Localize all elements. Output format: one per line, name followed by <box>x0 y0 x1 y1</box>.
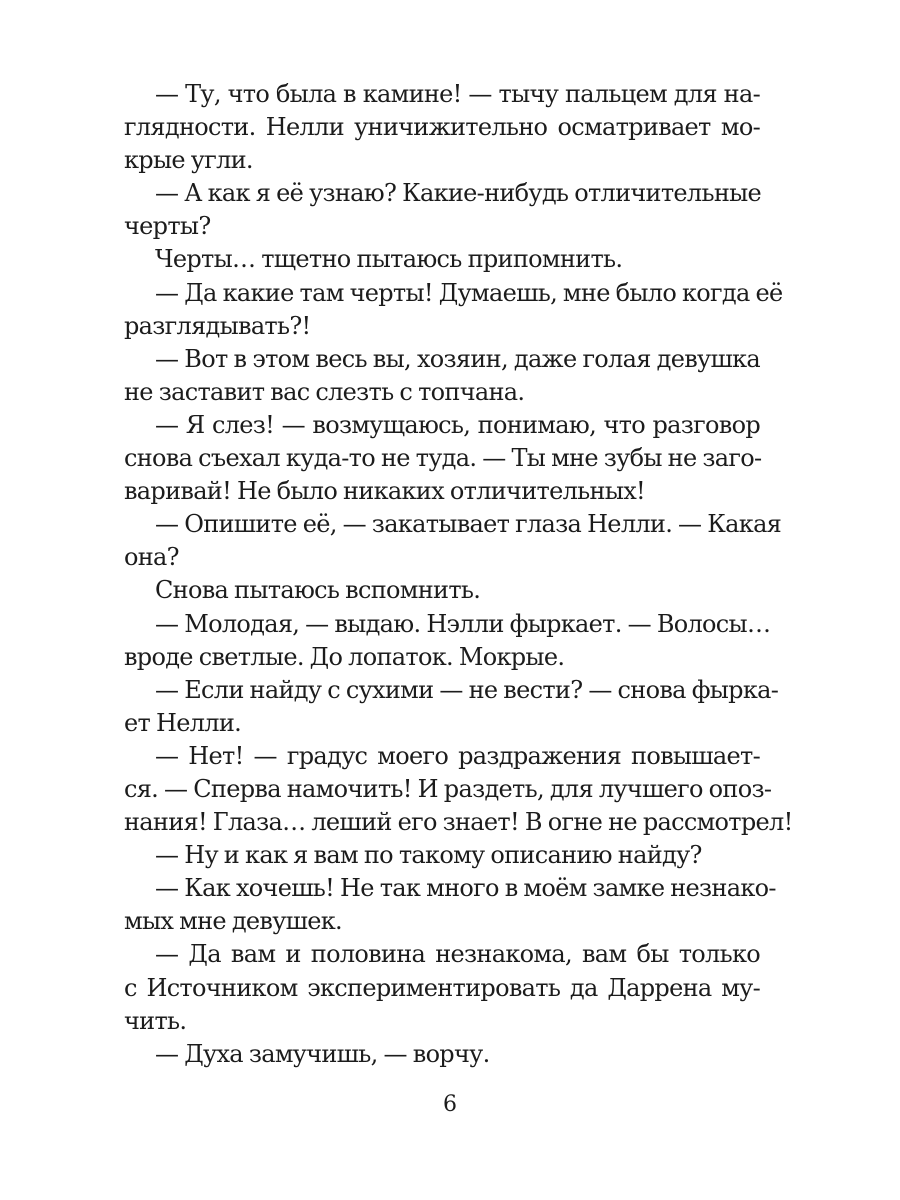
text-line: мых мне девушек. <box>124 907 342 936</box>
text-line: крые угли. <box>124 146 253 175</box>
text-line: варивай! Не было никаких отличительных! <box>124 477 645 506</box>
text-line: Черты… тщетно пытаюсь припомнить. <box>155 245 623 274</box>
text-line: глядности. Нелли уничижительно осматривает мо- <box>124 113 760 142</box>
text-line: разглядывать?! <box>124 311 311 340</box>
text-line: вроде светлые. До лопаток. Мокрые. <box>124 642 565 671</box>
text-line: — Опишите её, — закатывает глаза Нелли. — Какая <box>155 510 782 539</box>
text-line: — Духа замучишь, — ворчу. <box>155 1039 490 1068</box>
text-line: снова съехал куда-то не туда. — Ты мне зубы не заго- <box>124 444 762 473</box>
text-line: чить. <box>124 1006 187 1035</box>
text-line: ся. — Сперва намочить! И раздеть, для лучшего опоз- <box>124 774 772 803</box>
text-line: — Молодая, — выдаю. Нэлли фыркает. — Волосы… <box>155 609 771 638</box>
text-line: ет Нелли. <box>124 708 242 737</box>
text-line: Снова пытаюсь вспомнить. <box>155 576 481 605</box>
text-line: она? <box>124 543 179 572</box>
page-number: 6 <box>443 1092 457 1117</box>
text-line: черты? <box>124 212 211 241</box>
text-line: — Ту, что была в камине! — тычу пальцем для на- <box>155 80 760 108</box>
text-line: — Я слез! — возмущаюсь, понимаю, что разговор <box>155 410 760 439</box>
text-line: — Да какие там черты! Думаешь, мне было когда её <box>155 278 783 307</box>
text-line: — Если найду с сухими — не вести? — снова фырка- <box>155 675 779 704</box>
text-line: с Источником экспериментировать да Даррена му- <box>124 973 760 1002</box>
text-line: — Ну и как я вам по такому описанию найду? <box>155 841 702 870</box>
text-line: нания! Глаза… леший его знает! В огне не рассмотрел! <box>124 808 793 837</box>
text-line: — Нет! — градус моего раздражения повышает- <box>155 741 760 770</box>
text-line: — Да вам и половина незнакома, вам бы только <box>155 940 760 969</box>
text-line: не заставит вас слезть с топчана. <box>124 377 525 406</box>
text-line: — А как я её узнаю? Какие-нибудь отличительные <box>155 179 762 208</box>
text-line: — Вот в этом весь вы, хозяин, даже голая девушка <box>155 344 760 373</box>
book-page-text <box>124 78 793 1071</box>
text-line: — Как хочешь! Не так много в моём замке незнако- <box>155 874 776 903</box>
